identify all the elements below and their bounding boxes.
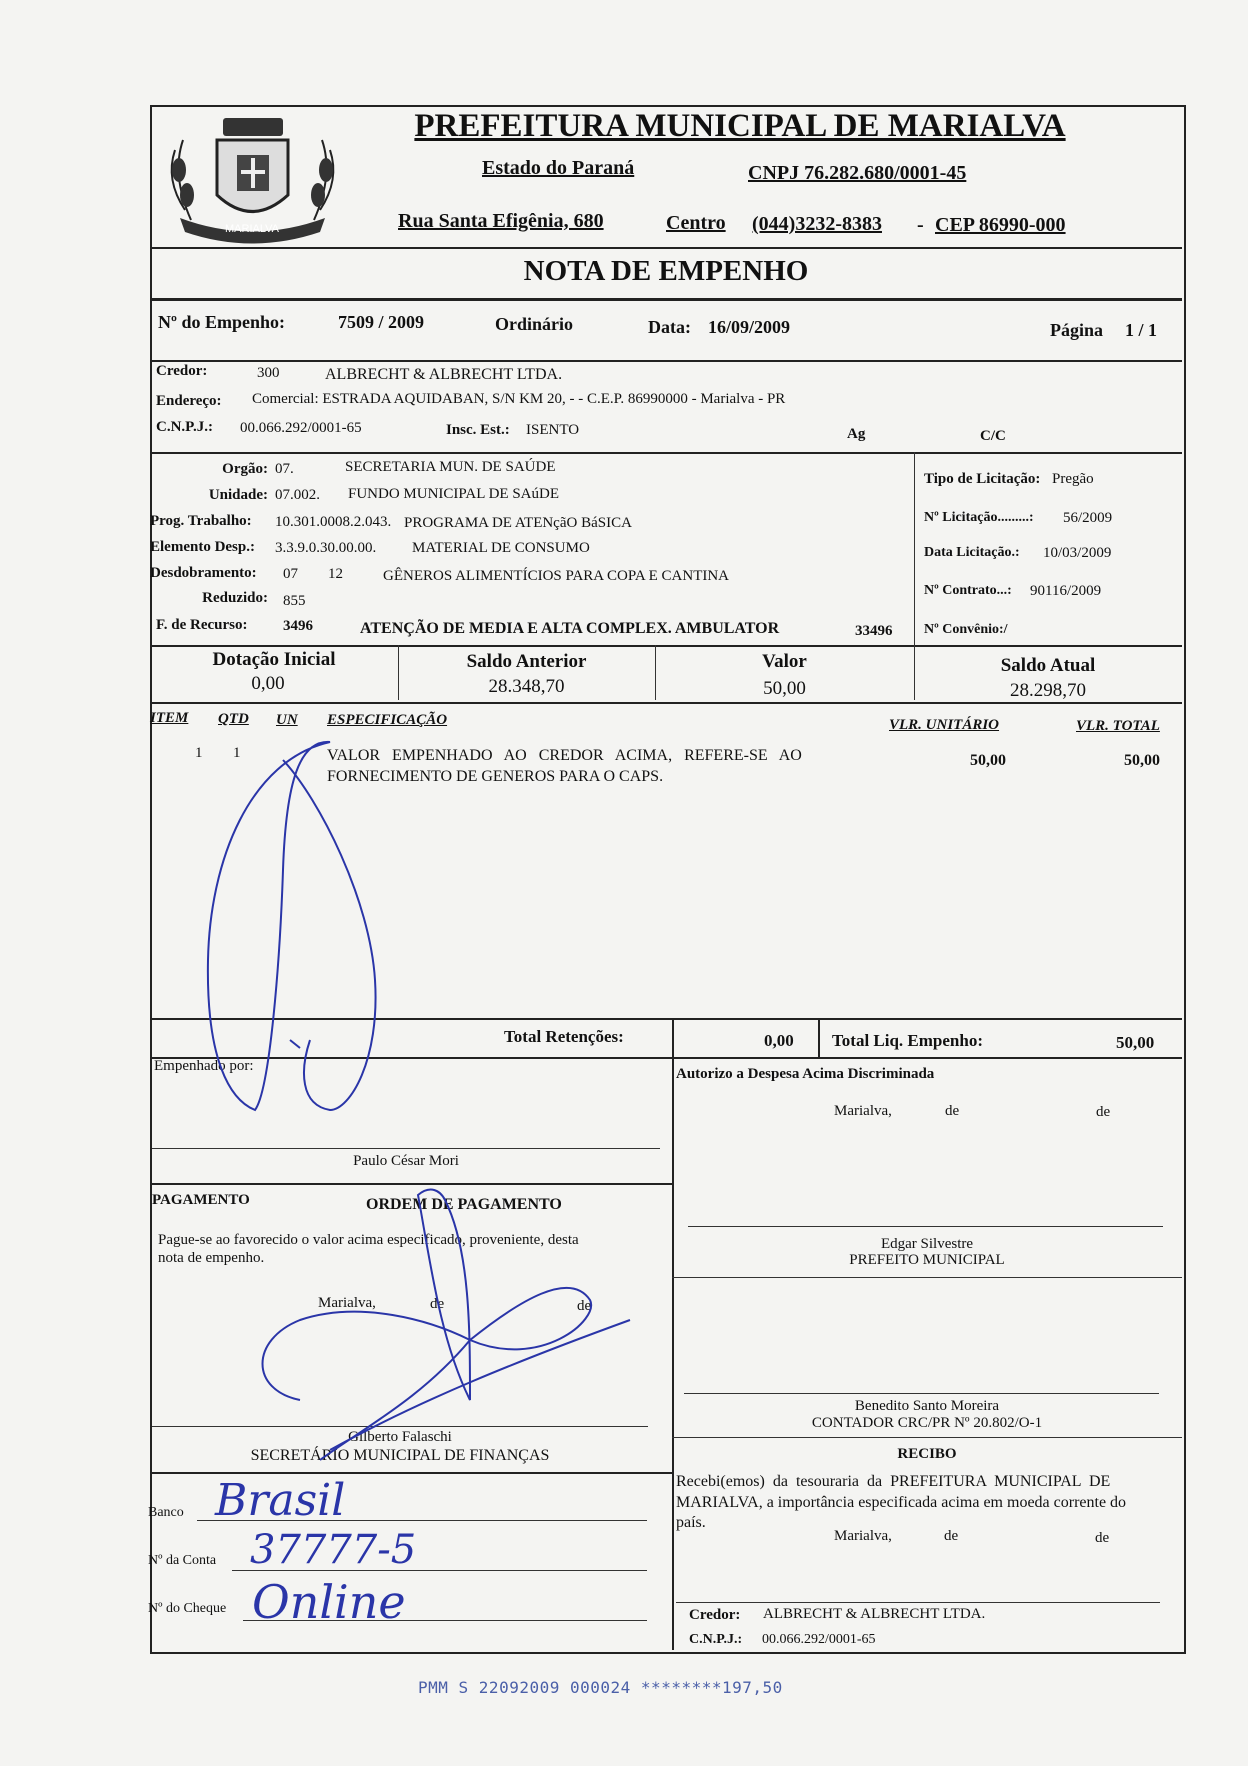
signature-line xyxy=(676,1602,1160,1603)
divider xyxy=(150,247,1182,249)
prog-name: PROGRAMA DE ATENçãO BáSICA xyxy=(404,515,632,531)
credor-ie: ISENTO xyxy=(526,422,580,438)
ie-label: Insc. Est.: xyxy=(446,422,510,438)
header-separator: - xyxy=(917,214,924,236)
contador-name: Benedito Santo Moreira xyxy=(854,1398,1000,1414)
data-licitacao-label: Data Licitação.: xyxy=(924,545,1020,560)
ordem-pagamento-label: ORDEM DE PAGAMENTO xyxy=(366,1196,562,1213)
payment-stamp: PMM S 22092009 000024 ********197,50 xyxy=(418,1678,783,1697)
item-desc-line1: VALOR EMPENHADO AO CREDOR ACIMA, REFERE-SE AO xyxy=(327,747,802,764)
header-cep: CEP 86990-000 xyxy=(935,214,1066,236)
item-number: 1 xyxy=(195,745,203,761)
recibo-text-2: MARIALVA, a importância especificada acima em moeda corrente do xyxy=(676,1494,1127,1511)
divider xyxy=(150,452,1182,454)
credor-cnpj: 00.066.292/0001-65 xyxy=(240,420,362,436)
signature-line xyxy=(152,1148,660,1149)
page-label: Página xyxy=(1050,320,1104,340)
unidade-code: 07.002. xyxy=(275,487,320,503)
total-retencoes-label: Total Retenções: xyxy=(504,1027,624,1046)
recibo-title: RECIBO xyxy=(897,1446,957,1462)
saldo-anterior-value: 28.348,70 xyxy=(488,676,565,697)
cnpj-label: C.N.P.J.: xyxy=(156,419,213,435)
empenho-date: 16/09/2009 xyxy=(708,317,791,337)
seal-ribbon-text: MARIALVA xyxy=(225,223,279,235)
recibo-cnpj: 00.066.292/0001-65 xyxy=(762,1632,876,1647)
divider xyxy=(150,702,1182,704)
prefeito-name: Edgar Silvestre xyxy=(880,1236,974,1252)
conta-label: Nº da Conta xyxy=(148,1553,217,1568)
pagamento-de-1: de xyxy=(430,1296,445,1312)
banco-label: Banco xyxy=(148,1505,184,1520)
recibo-cnpj-label: C.N.P.J.: xyxy=(689,1632,743,1647)
total-liquido-label: Total Liq. Empenho: xyxy=(832,1031,983,1050)
credor-label: Credor: xyxy=(156,363,208,379)
saldo-atual-value: 28.298,70 xyxy=(1010,680,1086,701)
convenio-label: Nº Convênio:/ xyxy=(924,622,1008,637)
desdobramento-a: 07 xyxy=(283,566,298,582)
divider xyxy=(818,1018,820,1058)
signature-line xyxy=(152,1426,648,1427)
divider xyxy=(150,1183,672,1185)
divider xyxy=(150,360,1182,362)
unidade-name: FUNDO MUNICIPAL DE SAúDE xyxy=(348,486,559,502)
item-unit-value: 50,00 xyxy=(970,752,1006,769)
divider xyxy=(150,298,1182,301)
pagamento-de-2: de xyxy=(577,1298,592,1314)
valor-label: Valor xyxy=(762,651,807,672)
recibo-credor-label: Credor: xyxy=(689,1607,741,1623)
empenho-date-label: Data: xyxy=(648,317,691,337)
secretario-name: Gilberto Falaschi xyxy=(348,1429,452,1445)
recibo-credor: ALBRECHT & ALBRECHT LTDA. xyxy=(763,1606,986,1622)
dotacao-inicial-label: Dotação Inicial xyxy=(212,649,336,670)
address-label: Endereço: xyxy=(156,393,222,409)
divider xyxy=(672,1277,1182,1278)
tipo-licitacao-label: Tipo de Licitação: xyxy=(924,471,1041,487)
pagamento-label: PAGAMENTO xyxy=(152,1192,250,1208)
fonte-label: F. de Recurso: xyxy=(156,617,248,633)
data-licitacao: 10/03/2009 xyxy=(1043,545,1112,561)
col-qtd: QTD xyxy=(218,711,249,727)
pagamento-city: Marialva, xyxy=(318,1295,376,1311)
recibo-text-1: Recebi(emos) da tesouraria da PREFEITURA MUNICIPAL DE xyxy=(676,1473,1111,1490)
autorizo-label: Autorizo a Despesa Acima Discriminada xyxy=(676,1066,935,1082)
secretario-role: SECRETÁRIO MUNICIPAL DE FINANÇAS xyxy=(250,1447,550,1464)
contrato-value: 90116/2009 xyxy=(1030,583,1102,599)
divider xyxy=(150,1057,1182,1059)
dotacao-inicial-value: 0,00 xyxy=(251,673,285,694)
num-licitacao-label: Nº Licitação.........: xyxy=(924,510,1034,525)
item-desc-line2: FORNECIMENTO DE GENEROS PARA O CAPS. xyxy=(327,768,664,785)
saldo-atual-label: Saldo Atual xyxy=(1000,655,1096,676)
fonte-name: ATENÇÃO DE MEDIA E ALTA COMPLEX. AMBULATOR xyxy=(360,620,780,637)
reduzido-label: Reduzido: xyxy=(202,590,268,606)
total-liquido-value: 50,00 xyxy=(1116,1033,1155,1052)
conta-handwritten: 37777-5 xyxy=(250,1527,417,1573)
signature-line xyxy=(688,1226,1163,1227)
orgao-code: 07. xyxy=(275,461,294,477)
autorizo-de-2: de xyxy=(1096,1104,1111,1120)
state-name: Estado do Paraná xyxy=(482,157,635,179)
col-un: UN xyxy=(276,712,298,728)
credor-name: ALBRECHT & ALBRECHT LTDA. xyxy=(325,366,563,383)
elemento-code: 3.3.9.0.30.00.00. xyxy=(275,540,377,556)
valor-value: 50,00 xyxy=(763,678,806,699)
pagamento-text-1: Pague-se ao favorecido o valor acima especificado, proveniente, desta xyxy=(158,1232,579,1248)
page-title: PREFEITURA MUNICIPAL DE MARIALVA xyxy=(414,108,1066,144)
elemento-name: MATERIAL DE CONSUMO xyxy=(412,540,590,556)
saldo-anterior-label: Saldo Anterior xyxy=(466,651,587,672)
num-licitacao: 56/2009 xyxy=(1063,510,1113,526)
reduzido-value: 855 xyxy=(283,593,306,609)
autorizo-city: Marialva, xyxy=(834,1103,892,1119)
col-vlr-unitario: VLR. UNITÁRIO xyxy=(889,717,1000,733)
page-number: 1 / 1 xyxy=(1125,320,1158,340)
col-vlr-total: VLR. TOTAL xyxy=(1076,718,1160,734)
orgao-label: Orgão: xyxy=(222,461,268,477)
prog-label: Prog. Trabalho: xyxy=(150,513,252,529)
desdobramento-name: GÊNEROS ALIMENTÍCIOS PARA COPA E CANTINA xyxy=(383,568,730,584)
credor-code: 300 xyxy=(257,365,280,381)
header-phone: (044)3232-8383 xyxy=(752,213,882,235)
contador-role: CONTADOR CRC/PR Nº 20.802/O-1 xyxy=(811,1415,1043,1431)
contrato-label: Nº Contrato...: xyxy=(924,583,1012,598)
document-title: NOTA DE EMPENHO xyxy=(523,255,809,287)
cheque-label: Nº do Cheque xyxy=(148,1601,227,1616)
ag-label: Ag xyxy=(847,426,866,442)
empenho-type: Ordinário xyxy=(495,314,574,334)
fonte-code: 3496 xyxy=(283,618,313,634)
divider xyxy=(672,1057,674,1650)
divider xyxy=(914,452,915,645)
desdobramento-label: Desdobramento: xyxy=(150,565,257,581)
prefeito-role: PREFEITO MUNICIPAL xyxy=(849,1252,1005,1268)
cc-label: C/C xyxy=(980,428,1006,444)
banco-handwritten: Brasil xyxy=(215,1475,346,1526)
orgao-name: SECRETARIA MUN. DE SAÚDE xyxy=(345,459,556,475)
empenho-number: 7509 / 2009 xyxy=(338,312,425,332)
item-total-value: 50,00 xyxy=(1124,752,1160,769)
credor-address: Comercial: ESTRADA AQUIDABAN, S/N KM 20, - - C.E.P. 86990000 - Marialva - PR xyxy=(252,391,786,407)
header-cnpj: CNPJ 76.282.680/0001-45 xyxy=(748,162,967,184)
coat-of-arms-seal xyxy=(155,110,350,245)
col-especificacao: ESPECIFICAÇÃO xyxy=(327,712,448,728)
empenho-number-label: Nº do Empenho: xyxy=(158,312,285,332)
col-item: ITEM xyxy=(150,710,189,726)
recibo-de-1: de xyxy=(944,1528,959,1544)
divider xyxy=(672,1437,1182,1438)
desdobramento-b: 12 xyxy=(328,566,343,582)
unidade-label: Unidade: xyxy=(208,487,268,503)
fonte-number: 33496 xyxy=(855,623,893,639)
signature-line xyxy=(684,1393,1159,1394)
divider xyxy=(672,1018,674,1058)
divider xyxy=(150,1472,672,1474)
divider xyxy=(150,1018,1182,1020)
recibo-text-3: país. xyxy=(676,1514,706,1531)
pagamento-text-2: nota de empenho. xyxy=(158,1250,265,1266)
item-qtd: 1 xyxy=(233,745,241,761)
header-address: Rua Santa Efigênia, 680 xyxy=(398,210,604,232)
divider xyxy=(150,645,1182,647)
empenhado-por-label: Empenhado por: xyxy=(154,1058,254,1074)
empenhado-por-name: Paulo César Mori xyxy=(353,1153,459,1169)
tipo-licitacao: Pregão xyxy=(1052,471,1094,487)
header-district: Centro xyxy=(666,212,726,234)
elemento-label: Elemento Desp.: xyxy=(150,539,255,555)
autorizo-de-1: de xyxy=(945,1103,960,1119)
cheque-handwritten: Online xyxy=(252,1575,406,1629)
recibo-city: Marialva, xyxy=(834,1528,892,1544)
total-retencoes-value: 0,00 xyxy=(764,1031,794,1050)
recibo-de-2: de xyxy=(1095,1530,1110,1546)
prog-code: 10.301.0008.2.043. xyxy=(275,514,392,530)
